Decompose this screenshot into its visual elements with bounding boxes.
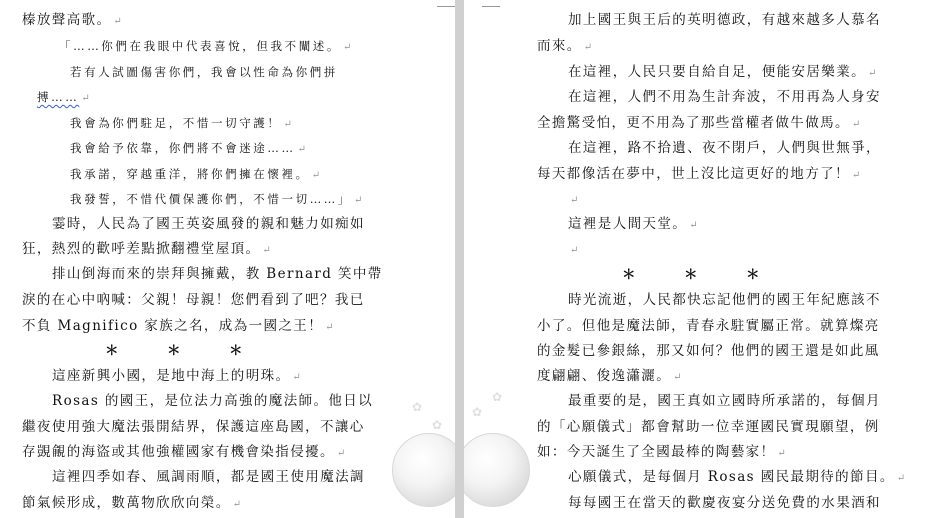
text-line: 每每國王在當天的歡慶夜宴分送免費的水果酒和: [568, 495, 881, 511]
paragraph-mark-icon: ↵: [292, 372, 301, 383]
text-line: 最重要的是，國王真如立國時所承諾的，每個月: [568, 393, 881, 409]
crystal-ball-decoration: [464, 433, 530, 507]
poem-line: 若有人試圖傷害你們，我會以性命為你們拼: [70, 65, 338, 79]
text-line: 排山倒海而來的崇拜與擁戴，教 Bernard 笑中帶: [52, 266, 383, 282]
paragraph-mark-icon: ↵: [81, 93, 90, 104]
text-line: 這裡四季如春、風調雨順，都是國王使用魔法調: [52, 469, 365, 485]
text-line: 全擔驚受怕，更不用為了那些當權者做牛做馬。 ↵: [537, 115, 861, 131]
poem-line: 我會為你們駐足，不惜一切守護！ ↵: [70, 116, 292, 130]
paragraph-mark-icon: ↵: [777, 448, 786, 459]
paragraph-mark-icon: ↵: [336, 448, 346, 459]
paragraph-mark-icon: ↵: [673, 372, 682, 383]
text-line: Rosas 的國王，是位法力高強的魔法師。他日以: [52, 393, 374, 409]
text-line: 不負 Magnifico 家族之名，成為一國之王！ ↵: [22, 318, 334, 334]
paragraph-mark-icon: ↵: [343, 42, 352, 53]
paragraph-mark-icon: ↵: [570, 245, 579, 256]
right-page: [464, 0, 946, 518]
text-line: 在這裡，路不拾遺、夜不閉戶，人們與世無爭，: [568, 140, 881, 156]
poem-line: 搏…… ↵: [37, 90, 90, 104]
paragraph-mark-icon: ↵: [583, 42, 593, 53]
text-line: 節氣候形成，數萬物欣欣向榮。 ↵: [22, 495, 241, 511]
paragraph-mark-icon: ↵: [570, 195, 579, 206]
text-line: 狂，熱烈的歡呼差點掀翻禮堂屋頂。 ↵: [22, 241, 271, 257]
text-line: 如：今天誕生了全國最棒的陶藝家！ ↵: [537, 444, 786, 460]
paragraph-mark-icon: ↵: [297, 144, 306, 155]
paragraph-mark-icon: ↵: [896, 473, 906, 484]
crystal-ball-decoration: [392, 433, 455, 507]
paragraph-mark-icon: ↵: [113, 16, 122, 27]
scene-break: ＊ ＊ ＊: [622, 267, 761, 283]
empty-paragraph: [568, 240, 578, 260]
text-line: 而來。 ↵: [537, 38, 593, 54]
text-line: 加上國王與王后的英明德政，有越來越多人慕名: [568, 12, 881, 28]
poem-line: 我承諾，穿越重洋，將你們擁在懷裡。 ↵: [70, 167, 321, 181]
text-line: 心願儀式，是每個月 Rosas 國民最期待的節目。 ↵: [568, 469, 906, 485]
paw-print-icon: ✿: [412, 400, 423, 414]
paragraph-mark-icon: ↵: [262, 245, 271, 256]
paragraph-mark-icon: ↵: [851, 119, 861, 130]
paw-print-icon: ✿: [472, 405, 483, 419]
text-line: 度翩翩、俊逸瀟灑。 ↵: [537, 368, 682, 384]
text-line: 榛放聲高歌。 ↵: [22, 12, 122, 28]
paw-print-icon: ✿: [492, 390, 503, 404]
text-line: 霎時，人民為了國王英姿風發的親和魅力如痴如: [52, 216, 365, 232]
paragraph-mark-icon: ↵: [868, 68, 877, 79]
text-line: 這座新興小國，是地中海上的明珠。 ↵: [52, 368, 301, 384]
paragraph-mark-icon: ↵: [311, 170, 321, 181]
poem-line: 我會給予依靠，你們將不會迷途…… ↵: [70, 141, 306, 155]
text-line: 每天都像活在夢中，世上沒比這更好的地方了！ ↵: [537, 166, 861, 182]
paragraph-mark-icon: ↵: [283, 119, 292, 130]
paragraph-mark-icon: ↵: [325, 322, 334, 333]
text-line: 小了。但他是魔法師，青春永駐實屬正常。就算燦亮: [537, 318, 880, 334]
paragraph-mark-icon: ↵: [354, 195, 363, 206]
poem-line: 我發誓，不惜代價保護你們，不惜一切……」 ↵: [70, 192, 363, 206]
text-line: 這裡是人間天堂。 ↵: [568, 216, 698, 232]
crop-mark: [437, 0, 455, 7]
paw-print-icon: ✿: [432, 418, 443, 432]
empty-paragraph: [568, 190, 578, 210]
crop-mark: [482, 0, 500, 7]
paragraph-mark-icon: ↵: [851, 170, 861, 181]
page-gutter: [455, 0, 464, 518]
paragraph-mark-icon: ↵: [689, 220, 698, 231]
text-line: 繼夜使用強大魔法張開結界，保護這座島國，不讓心: [22, 419, 365, 435]
poem-line: 「……你們在我眼中代表喜悅，但我不闡述。 ↵: [59, 39, 352, 53]
text-line: 在這裡，人民只要自給自足，便能安居樂業。 ↵: [568, 64, 877, 80]
text-line: 淚的在心中吶喊：父親！母親！您們看到了吧？我已: [22, 292, 365, 308]
scene-break: ＊ ＊ ＊: [105, 343, 244, 359]
text-line: 時光流逝，人民都快忘記他們的國王年紀應該不: [568, 292, 881, 308]
text-line: 的「心願儀式」都會幫助一位幸運國民實現願望，例: [537, 419, 880, 435]
paragraph-mark-icon: ↵: [232, 499, 241, 510]
left-page: [0, 0, 455, 518]
text-line: 在這裡，人們不用為生計奔波，不用再為人身安: [568, 89, 881, 105]
text-line: 存覬覦的海盜或其他強權國家有機會染指侵擾。 ↵: [22, 444, 346, 460]
text-line: 的金髮已參銀絲，那又如何？他們的國王還是如此風: [537, 343, 880, 359]
